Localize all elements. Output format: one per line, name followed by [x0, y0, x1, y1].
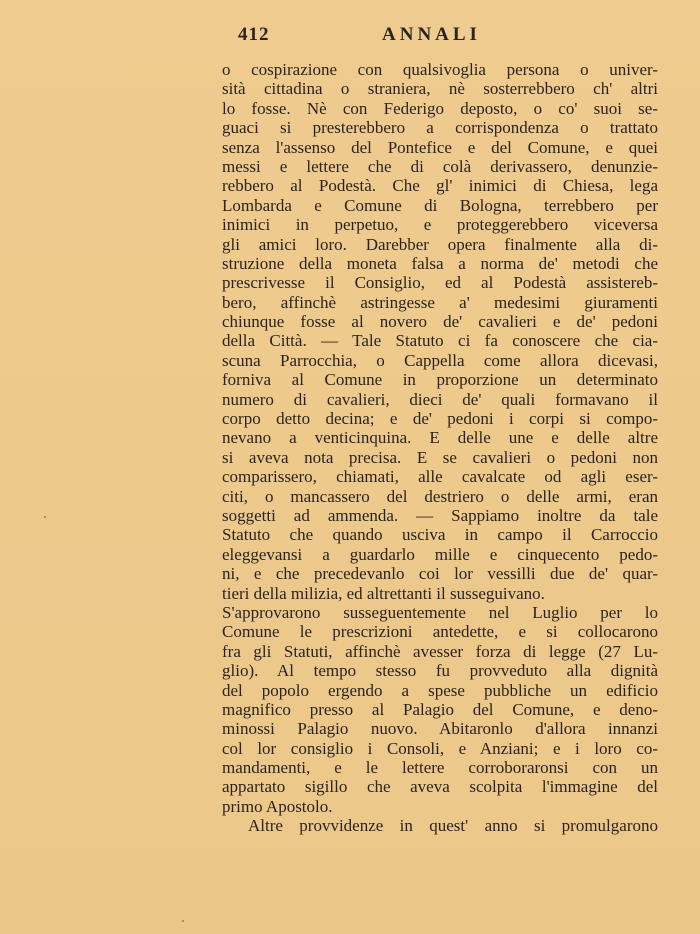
text-line: gli amici loro. Darebber opera finalmente alla di- [222, 234, 658, 254]
paper-speck [44, 516, 46, 518]
text-line: del popolo ergendo a spese pubbliche un edificio [222, 680, 658, 700]
text-line: fra gli Statuti, affinchè avesser forza di legge (27 Lu- [222, 641, 658, 661]
text-line: glio). Al tempo stesso fu provveduto alla dignità [222, 661, 658, 681]
text-line: Statuto che quando usciva in campo il Carroccio [222, 525, 658, 545]
text-line: numero di cavalieri, dieci de' quali formavano il [222, 389, 658, 409]
text-line: soggetti ad ammenda. — Sappiamo inoltre da tale [222, 505, 658, 525]
text-line: messi e lettere che di colà derivassero, denunzie- [222, 156, 658, 176]
text-line: col lor consiglio i Consoli, e Anziani; e i loro co- [222, 738, 658, 758]
text-line: appartato sigillo che aveva scolpita l'immagine del [222, 777, 658, 797]
text-line: ni, e che precedevanlo coi lor vessilli due de' quar- [222, 564, 658, 584]
text-line: lo fosse. Nè con Federigo deposto, o co' suoi se- [222, 98, 658, 118]
text-line: corpo detto decina; e de' pedoni i corpi si compo- [222, 409, 658, 429]
text-line: Comune le prescrizioni antedette, e si collocarono [222, 622, 658, 642]
text-line: magnifico presso al Palagio del Comune, e deno- [222, 699, 658, 719]
text-line: prescrivesse il Consiglio, ed al Podestà assistereb- [222, 273, 658, 293]
text-line: primo Apostolo. [222, 796, 333, 816]
text-line: bero, affinchè astringesse a' medesimi giuramenti [222, 292, 658, 312]
text-line: tieri della milizia, ed altrettanti il susseguivano. [222, 583, 545, 603]
text-line: nevano a venticinquina. E delle une e delle altre [222, 428, 658, 448]
paper-speck [182, 920, 184, 922]
text-line: rebbero al Podestà. Che gl' inimici di Chiesa, lega [222, 176, 658, 196]
body-text [222, 60, 658, 836]
text-line: si aveva nota precisa. E se cavalieri o pedoni non [222, 447, 658, 467]
text-line: forniva al Comune in proporzione un determinato [222, 370, 658, 390]
text-line: comparissero, chiamati, alle cavalcate od agli eser- [222, 467, 658, 487]
text-line: minossi Palagio nuovo. Abitaronlo d'allora innanzi [222, 719, 658, 739]
text-line: struzione della moneta falsa a norma de' metodi che [222, 253, 658, 273]
text-line: inimici in perpetuo, e proteggerebbero viceversa [222, 215, 658, 235]
running-title: ANNALI [382, 24, 481, 45]
text-line: sità cittadina o straniera, nè sosterrebbero ch' altri [222, 79, 658, 99]
page-number: 412 [238, 24, 270, 45]
text-line: Lombarda e Comune di Bologna, terrebbero per [222, 195, 658, 215]
text-line: citi, o mancassero del destriero o delle armi, eran [222, 486, 658, 506]
text-line: senza l'assenso del Pontefice e del Comune, e quei [222, 137, 658, 157]
text-line: guaci si presterebbero a corrispondenza o trattato [222, 118, 658, 138]
text-line: chiunque fosse al novero de' cavalieri e de' pedoni [222, 312, 658, 332]
text-line: S'approvarono susseguentemente nel Luglio per lo [222, 602, 658, 622]
text-line: o cospirazione con qualsivoglia persona o univer- [222, 60, 658, 79]
text-line: della Città. — Tale Statuto ci fa conoscere che cia- [222, 331, 658, 351]
text-line: eleggevansi a guardarlo mille e cinquecento pedo- [222, 544, 658, 564]
page-header [222, 24, 662, 48]
text-line: Altre provvidenze in quest' anno si promulgarono [248, 816, 658, 836]
text-line: scuna Parrocchia, o Cappella come allora dicevasi, [222, 350, 658, 370]
text-line: mandamenti, e le lettere corroboraronsi con un [222, 758, 658, 778]
